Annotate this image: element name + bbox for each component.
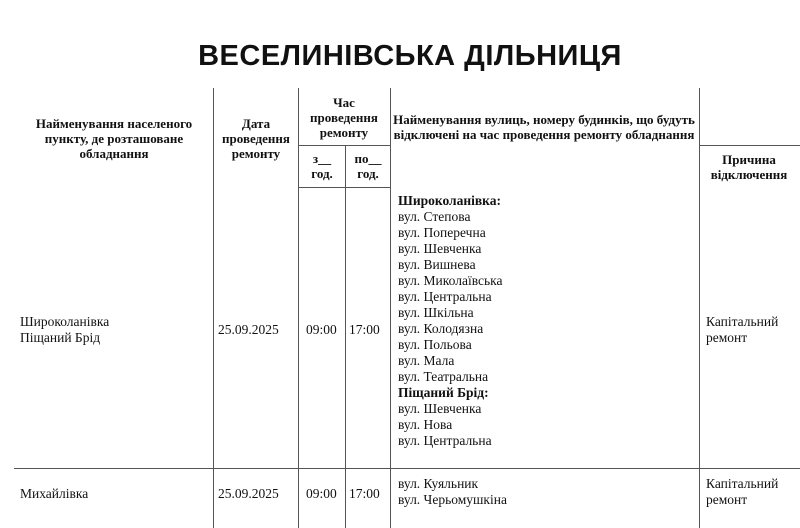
repair-date: 25.09.2025 [218,322,279,337]
street-item: вул. Театральна [398,369,489,384]
time-to: 17:00 [349,486,380,501]
street-item: вул. Шкільна [398,305,474,320]
street-item: вул. Центральна [398,433,492,448]
reason: ремонт [706,492,748,507]
time-from: 09:00 [306,322,337,337]
street-item: вул. Миколаївська [398,273,503,288]
reason: Капітальний [706,476,779,491]
repair-date: 25.09.2025 [218,486,279,501]
header-streets: Найменування вулиць, номеру будинків, що будуть відключені на час проведення ремонту обладнання [393,112,695,142]
street-list [398,193,503,449]
header-date: Дата проведення ремонту [222,116,290,161]
street-item: вул. Куяльник [398,476,479,491]
header-settlement: Найменування населеного пункту, де розташоване обладнання [35,116,193,161]
town-heading: Широколанівка: [398,193,501,208]
settlement-name: Михайлівка [20,486,89,501]
time-to: 17:00 [349,322,380,337]
page-title: ВЕСЕЛИНІВСЬКА ДІЛЬНИЦЯ [198,40,622,72]
street-item: вул. Вишнева [398,257,476,272]
header-to: по__ год. [354,151,382,181]
street-item: вул. Мала [398,353,455,368]
street-item: вул. Шевченка [398,401,482,416]
street-item: вул. Черьомушкіна [398,492,507,507]
street-item: вул. Нова [398,417,453,432]
settlement-name: Широколанівка [20,314,110,329]
street-item: вул. Шевченка [398,241,482,256]
reason: ремонт [706,330,748,345]
town-heading: Піщаний Брід: [398,385,489,400]
header-from: з__ год. [311,151,333,181]
settlement-name: Піщаний Брід [20,330,101,345]
header-time: Час проведення ремонту [310,95,378,140]
time-from: 09:00 [306,486,337,501]
header-reason: Причина відключення [710,152,788,182]
reason: Капітальний [706,314,779,329]
street-item: вул. Поперечна [398,225,486,240]
street-item: вул. Польова [398,337,472,352]
street-item: вул. Колодязна [398,321,484,336]
street-item: вул. Степова [398,209,471,224]
street-item: вул. Центральна [398,289,492,304]
